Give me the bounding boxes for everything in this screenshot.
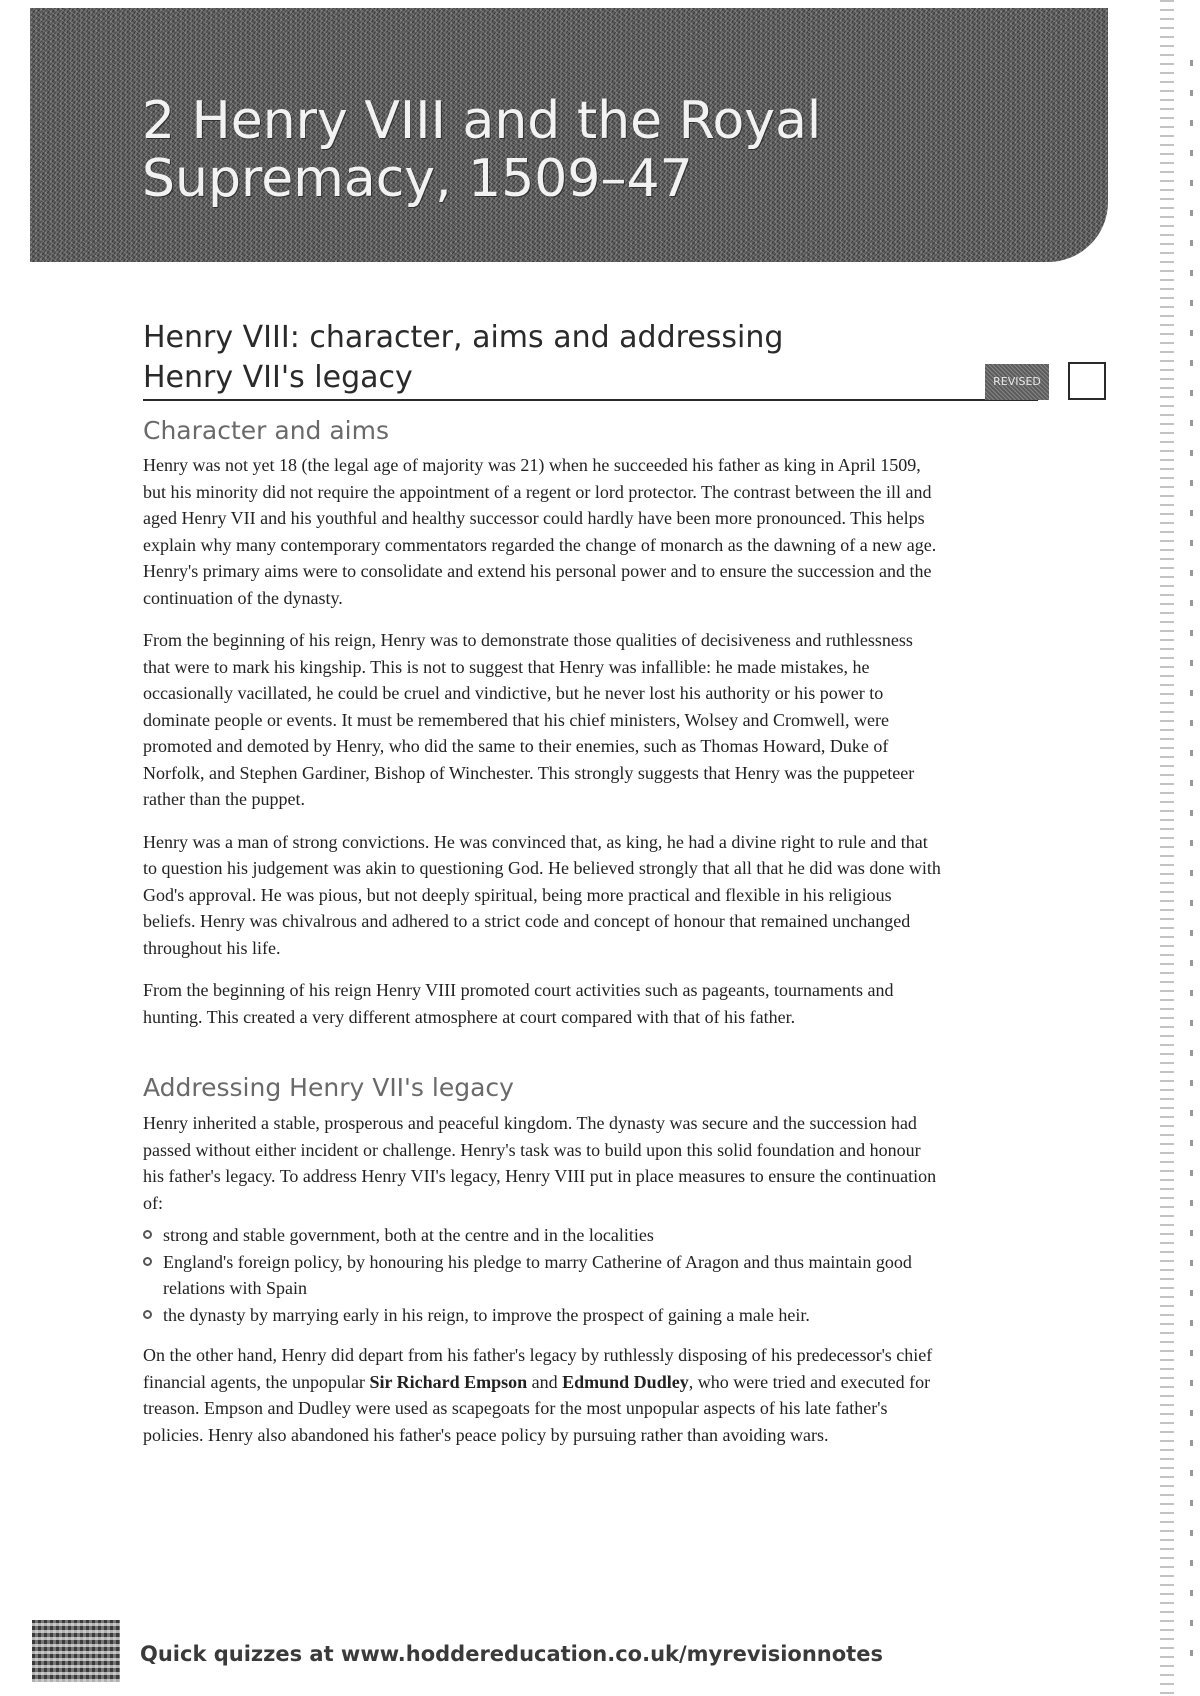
section-heading-line1: Henry VIII: character, aims and addressing xyxy=(143,320,784,355)
bullet-icon xyxy=(143,1230,152,1239)
section-heading xyxy=(143,318,1103,398)
bullet-icon xyxy=(143,1257,152,1266)
chapter-title-line2: Supremacy, 1509–47 xyxy=(142,149,693,209)
chapter-title-line1: 2 Henry VIII and the Royal xyxy=(142,91,822,151)
paragraph: From the beginning of his reign Henry VIII promoted court activities such as pageants, tournaments and hunting. This created a very different atmosphere at court compared with that of his father. xyxy=(143,980,894,1027)
bullet-icon xyxy=(143,1310,152,1319)
list-item xyxy=(143,1249,943,1302)
scan-edge-marks xyxy=(1190,60,1193,1680)
legacy-bullet-list xyxy=(143,1222,943,1328)
list-item xyxy=(143,1222,943,1249)
paragraph: Henry was a man of strong convictions. He was convinced that, as king, he had a divine right to rule and that to question his judgement was akin to questioning God. He believed strongly that all that he did was done with God's approval. He was pious, but not deeply spiritual, being more practical and flexible in his religious beliefs. Henry was chivalrous and adhered to a strict code and concept of honour that remained unchanged throughout his life. xyxy=(143,831,941,958)
closing-text-2: and xyxy=(527,1371,563,1392)
subheading-legacy: Addressing Henry VII's legacy xyxy=(143,1073,514,1102)
list-item-text: strong and stable government, both at the centre and in the localities xyxy=(163,1225,654,1245)
key-term-empson: Sir Richard Empson xyxy=(369,1371,528,1392)
paragraph: Henry was not yet 18 (the legal age of majority was 21) when he succeeded his father as king in April 1509, but his minority did not require the appointment of a regent or lord protector. The contrast between the ill and aged Henry VII and his youthful and healthy successor could hardly have been more pronounced. This helps explain why many contemporary commentators regarded the change of monarch as the dawning of a new age. Henry's primary aims were to consolidate and extend his personal power and to ensure the succession and the continuation of the dynasty. xyxy=(143,455,937,608)
footer-quiz-link[interactable]: Quick quizzes at www.hoddereducation.co.uk/myrevisionnotes xyxy=(140,1642,883,1666)
heading-rule xyxy=(143,399,1038,401)
qr-code-icon xyxy=(32,1620,120,1682)
character-and-aims-body xyxy=(143,452,943,1046)
section-heading-line2: Henry VII's legacy xyxy=(143,360,413,395)
list-item xyxy=(143,1302,943,1329)
closing-text-3: , who were tried and executed for treason. Empson and Dudley were used as scapegoats for the most unpopular aspects of his late father's policies. Henry also abandoned his father's peace policy by pursuing rather than avoiding wars. xyxy=(143,1371,931,1445)
list-item-text: the dynasty by marrying early in his reign, to improve the prospect of gaining a male heir. xyxy=(163,1304,810,1325)
subheading-character-and-aims: Character and aims xyxy=(143,416,389,445)
chapter-banner xyxy=(30,8,1108,262)
legacy-closing-paragraph xyxy=(143,1342,943,1448)
closing-text-1: On the other hand, Henry did depart from his father's legacy by ruthlessly disposing of his predecessor's chief financial agents, the unpopular xyxy=(143,1345,933,1392)
legacy-body xyxy=(143,1110,943,1464)
legacy-intro: Henry inherited a stable, prosperous and peaceful kingdom. The dynasty was secure and the succession had passed without either incident or challenge. Henry's task was to build upon this solid foundation and honour his father's legacy. To address Henry VII's legacy, Henry VIII put in place measures to ensure the continuation of: xyxy=(143,1113,937,1213)
key-term-dudley: Edmund Dudley xyxy=(562,1371,689,1392)
revised-checkbox[interactable] xyxy=(1068,362,1106,400)
list-item-text: England's foreign policy, by honouring his pledge to marry Catherine of Aragon and thus maintain good relations with Spain xyxy=(163,1251,912,1298)
revised-badge: REVISED xyxy=(985,364,1049,400)
chapter-title xyxy=(142,92,902,208)
scan-edge-noise xyxy=(1160,0,1174,1696)
paragraph: From the beginning of his reign, Henry was to demonstrate those qualities of decisiveness and ruthlessness that were to mark his kingship. This is not to suggest that Henry was infallible: he made mistakes, he occasionally vacillated, he could be cruel and vindictive, but he never lost his authority or his power to dominate people or events. It must be remembered that his chief ministers, Wolsey and Cromwell, were promoted and demoted by Henry, who did the same to their enemies, such as Thomas Howard, Duke of Norfolk, and Stephen Gardiner, Bishop of Winchester. This strongly suggests that Henry was the puppeteer rather than the puppet. xyxy=(143,630,915,809)
